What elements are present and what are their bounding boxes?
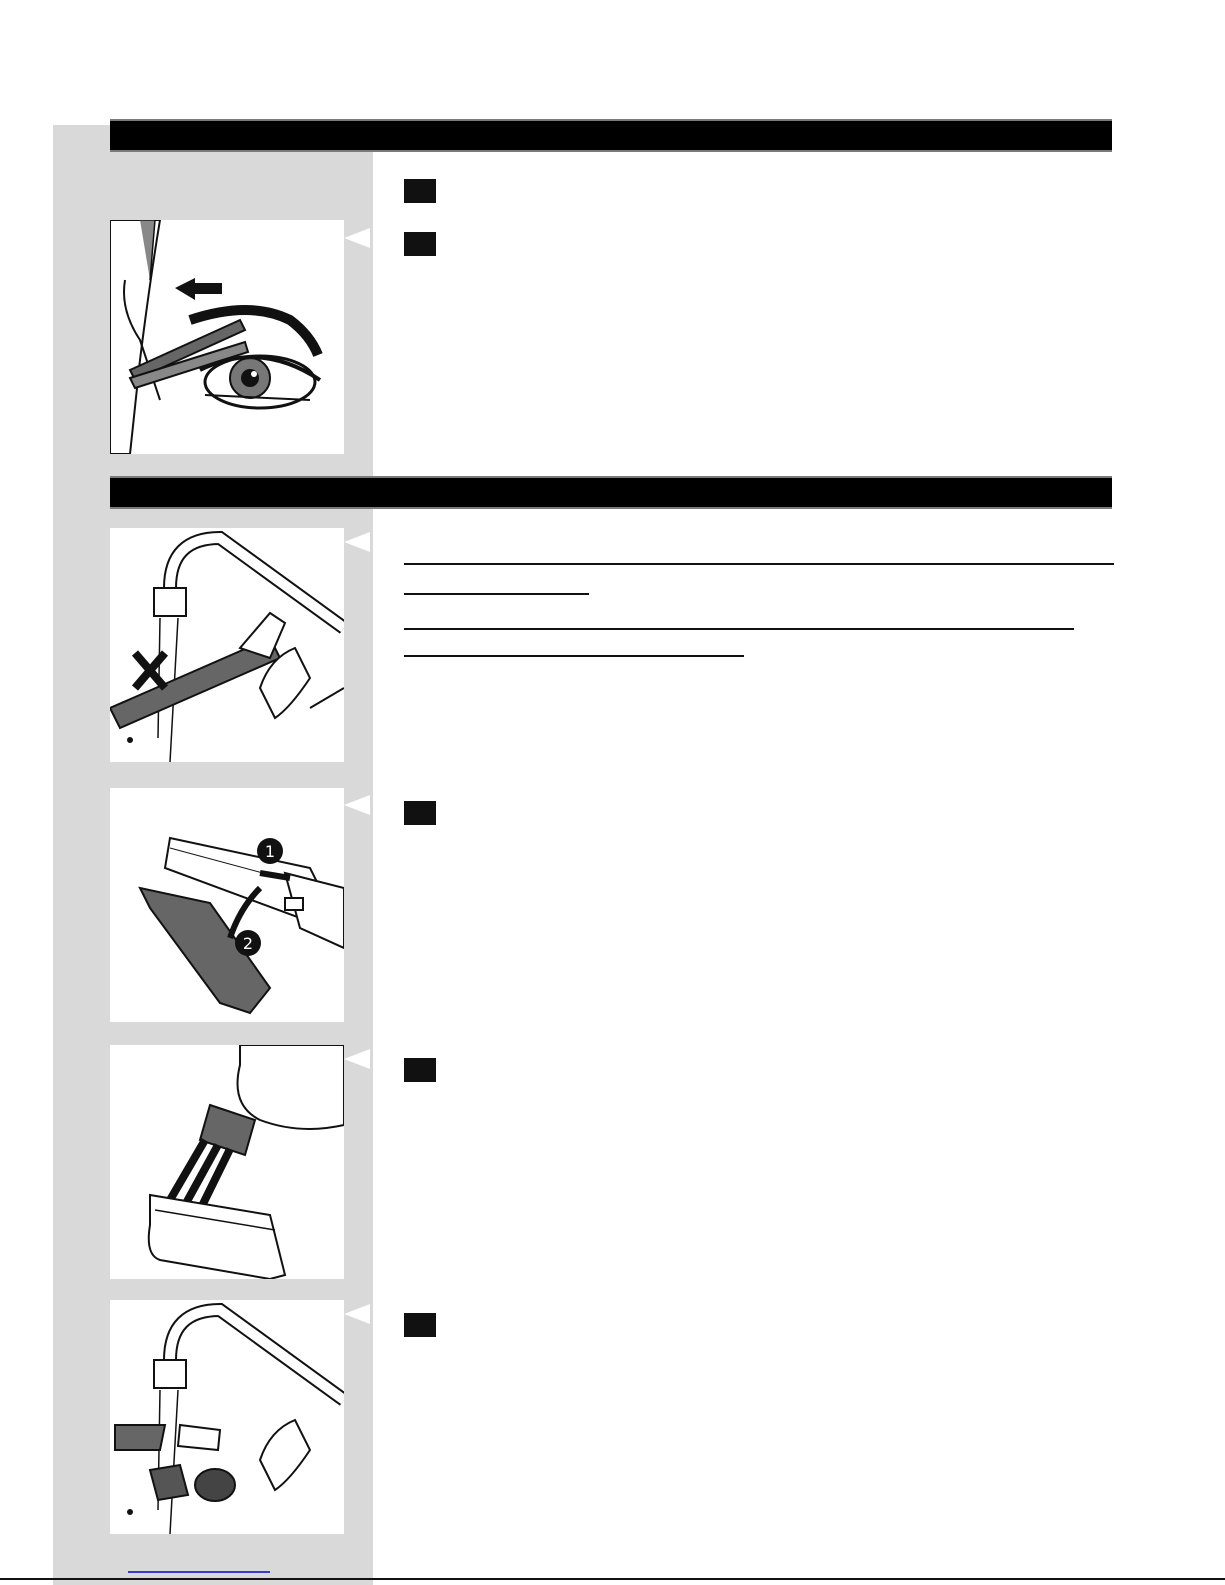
footer-link[interactable]	[128, 1571, 270, 1573]
callout-1: 1	[264, 842, 276, 861]
step-marker	[404, 232, 436, 256]
step-marker	[404, 801, 436, 825]
rinse-parts-illustration	[110, 1300, 344, 1534]
illustration-pointer	[344, 1049, 370, 1069]
warning-line	[404, 593, 589, 595]
step-marker	[404, 1313, 436, 1337]
gray-panel	[110, 156, 373, 220]
illustration-pointer	[344, 795, 370, 815]
illustration-pointer	[344, 228, 370, 248]
illustration-pointer	[344, 1304, 370, 1324]
tweezers-eyebrow-illustration	[110, 220, 344, 454]
section-header-bar-2	[110, 476, 1112, 509]
callout-2: 2	[242, 934, 254, 953]
illustration-pointer	[344, 532, 370, 552]
tap-with-cross-illustration	[110, 528, 344, 762]
footer-rule	[0, 1578, 1225, 1580]
warning-line	[404, 655, 744, 657]
step-marker	[404, 1058, 436, 1082]
warning-line	[404, 628, 1074, 630]
step-marker	[404, 179, 436, 203]
warning-line	[404, 563, 1114, 565]
cleaning-brush-illustration	[110, 1045, 344, 1279]
section-header-bar-1	[110, 119, 1112, 152]
remove-head-illustration	[110, 788, 344, 1022]
